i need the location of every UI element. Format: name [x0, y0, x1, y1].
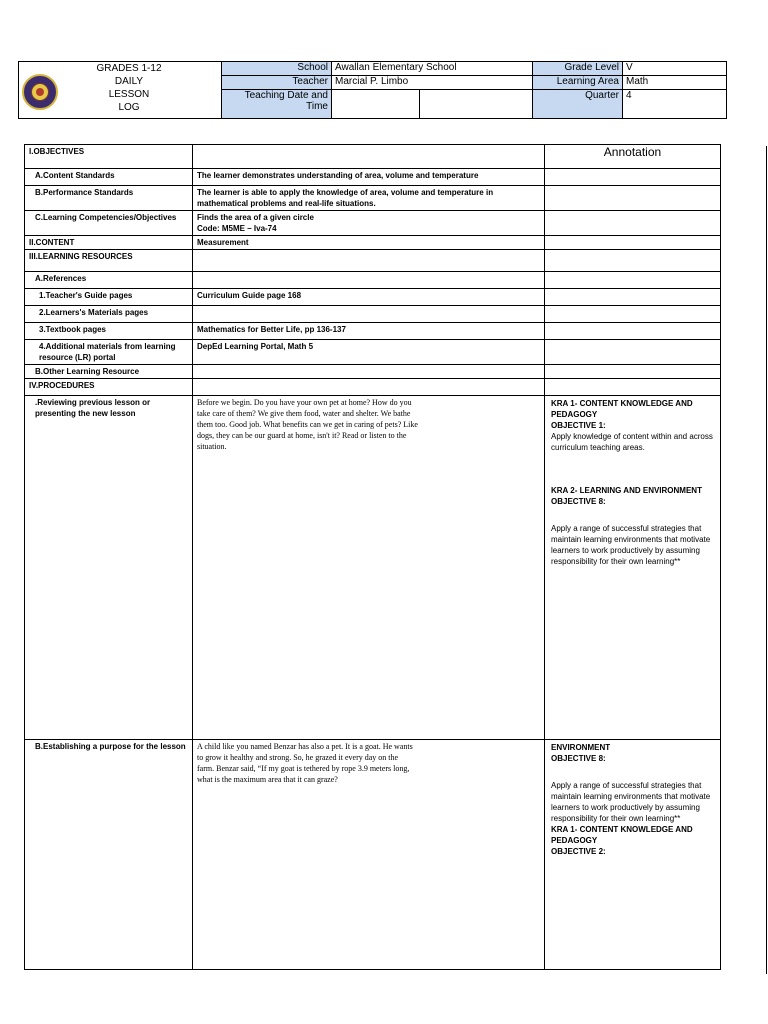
textbook-pages-value: Mathematics for Better Life, pp 136-137 — [193, 323, 545, 340]
lesson-log-table — [24, 144, 721, 970]
performance-standards-label: B.Performance Standards — [25, 186, 193, 211]
learning-area-label: Learning Area — [533, 76, 623, 90]
reviewing-lesson-text: Before we begin. Do you have your own pet at home? How do you take care of them? We give them food, water and shelter. We bathe them too. Good job. What benefits can we get in caring of pets? Like dogs, they can be our guard at home, isn't it? Read or listen to the situation. — [193, 396, 545, 740]
teacher-label: Teacher — [222, 76, 332, 90]
objectives-heading: I.OBJECTIVES — [25, 145, 193, 169]
other-resource-label: B.Other Learning Resource — [25, 365, 193, 379]
teachers-guide-value: Curriculum Guide page 168 — [193, 289, 545, 306]
objective8-title: OBJECTIVE 8: — [551, 497, 606, 506]
grade-level-label: Grade Level — [533, 62, 623, 76]
textbook-pages-label: 3.Textbook pages — [25, 323, 193, 340]
competency-text: Finds the area of a given circle — [197, 213, 314, 222]
additional-materials-label: 4.Additional materials from learning resource (LR) portal — [25, 340, 193, 365]
title-line-1: GRADES 1-12 — [96, 63, 162, 74]
teacher-value: Marcial P. Limbo — [332, 76, 533, 90]
teachers-guide-label: 1.Teacher's Guide pages — [25, 289, 193, 306]
dll-title — [65, 62, 193, 114]
additional-materials-value: DepEd Learning Portal, Math 5 — [193, 340, 545, 365]
title-line-2: DAILY — [114, 76, 144, 87]
learners-materials-label: 2.Learners's Materials pages — [25, 306, 193, 323]
teaching-time-value — [420, 90, 533, 119]
grade-level-value: V — [623, 62, 727, 76]
kra1-title-2: KRA 1- CONTENT KNOWLEDGE AND PEDAGOGY — [551, 825, 693, 845]
competency-code: Code: M5ME – Iva-74 — [197, 224, 277, 233]
learning-resources-label: III.LEARNING RESOURCES — [25, 250, 193, 272]
annotation-block-1 — [545, 396, 721, 740]
procedures-label: IV.PROCEDURES — [25, 379, 193, 396]
title-line-4: LOG — [118, 102, 140, 113]
kra1-title: KRA 1- CONTENT KNOWLEDGE AND PEDAGOGY — [551, 399, 693, 419]
learning-area-value: Math — [623, 76, 727, 90]
school-label: School — [222, 62, 332, 76]
quarter-label: Quarter — [533, 90, 623, 119]
content-standards-value: The learner demonstrates understanding of area, volume and temperature — [193, 169, 545, 186]
teaching-date-value — [332, 90, 420, 119]
objective8-title-2: OBJECTIVE 8: — [551, 754, 606, 763]
kra2-title: KRA 2- LEARNING AND ENVIRONMENT — [551, 486, 702, 495]
content-standards-label: A.Content Standards — [25, 169, 193, 186]
objective1-title: OBJECTIVE 1: — [551, 421, 606, 430]
title-cell — [19, 62, 222, 119]
annotation-block-2 — [545, 740, 721, 970]
page-edge-line — [766, 146, 767, 974]
references-label: A.References — [25, 272, 193, 289]
objective2-title: OBJECTIVE 2: — [551, 847, 606, 856]
deped-seal-logo — [22, 74, 58, 110]
purpose-label: B.Establishing a purpose for the lesson — [25, 740, 193, 970]
school-value: Awallan Elementary School — [332, 62, 533, 76]
objective1-text: Apply knowledge of content within and across curriculum teaching areas. — [551, 432, 713, 452]
competencies-value — [193, 211, 545, 236]
objective8-text-2: Apply a range of successful strategies that maintain learning environments that motivate learners to work productively by assuming responsibility for their own learning** — [551, 781, 711, 823]
reviewing-lesson-label: .Reviewing previous lesson or presenting the new lesson — [25, 396, 193, 740]
annotation-heading: Annotation — [545, 145, 721, 169]
purpose-text: A child like you named Benzar has also a pet. It is a goat. He wants to grow it healthy and strong. So, he grazed it every day on the farm. Benzar said, “If my goat is tethered by rope 3.9 meters long, what is the maximum area that it can graze? — [193, 740, 545, 970]
teaching-date-label: Teaching Date and Time — [222, 90, 332, 119]
environment-title: ENVIRONMENT — [551, 743, 611, 752]
title-line-3: LESSON — [108, 89, 150, 100]
header-table — [18, 61, 727, 119]
quarter-value: 4 — [623, 90, 727, 119]
objective8-text: Apply a range of successful strategies that maintain learning environments that motivate learners to work productively by assuming responsibility for their own learning** — [551, 524, 711, 566]
competencies-label: C.Learning Competencies/Objectives — [25, 211, 193, 236]
content-value: Measurement — [193, 236, 545, 250]
content-label: II.CONTENT — [25, 236, 193, 250]
performance-standards-value: The learner is able to apply the knowledge of area, volume and temperature in mathematical problems and real-life situations. — [193, 186, 545, 211]
